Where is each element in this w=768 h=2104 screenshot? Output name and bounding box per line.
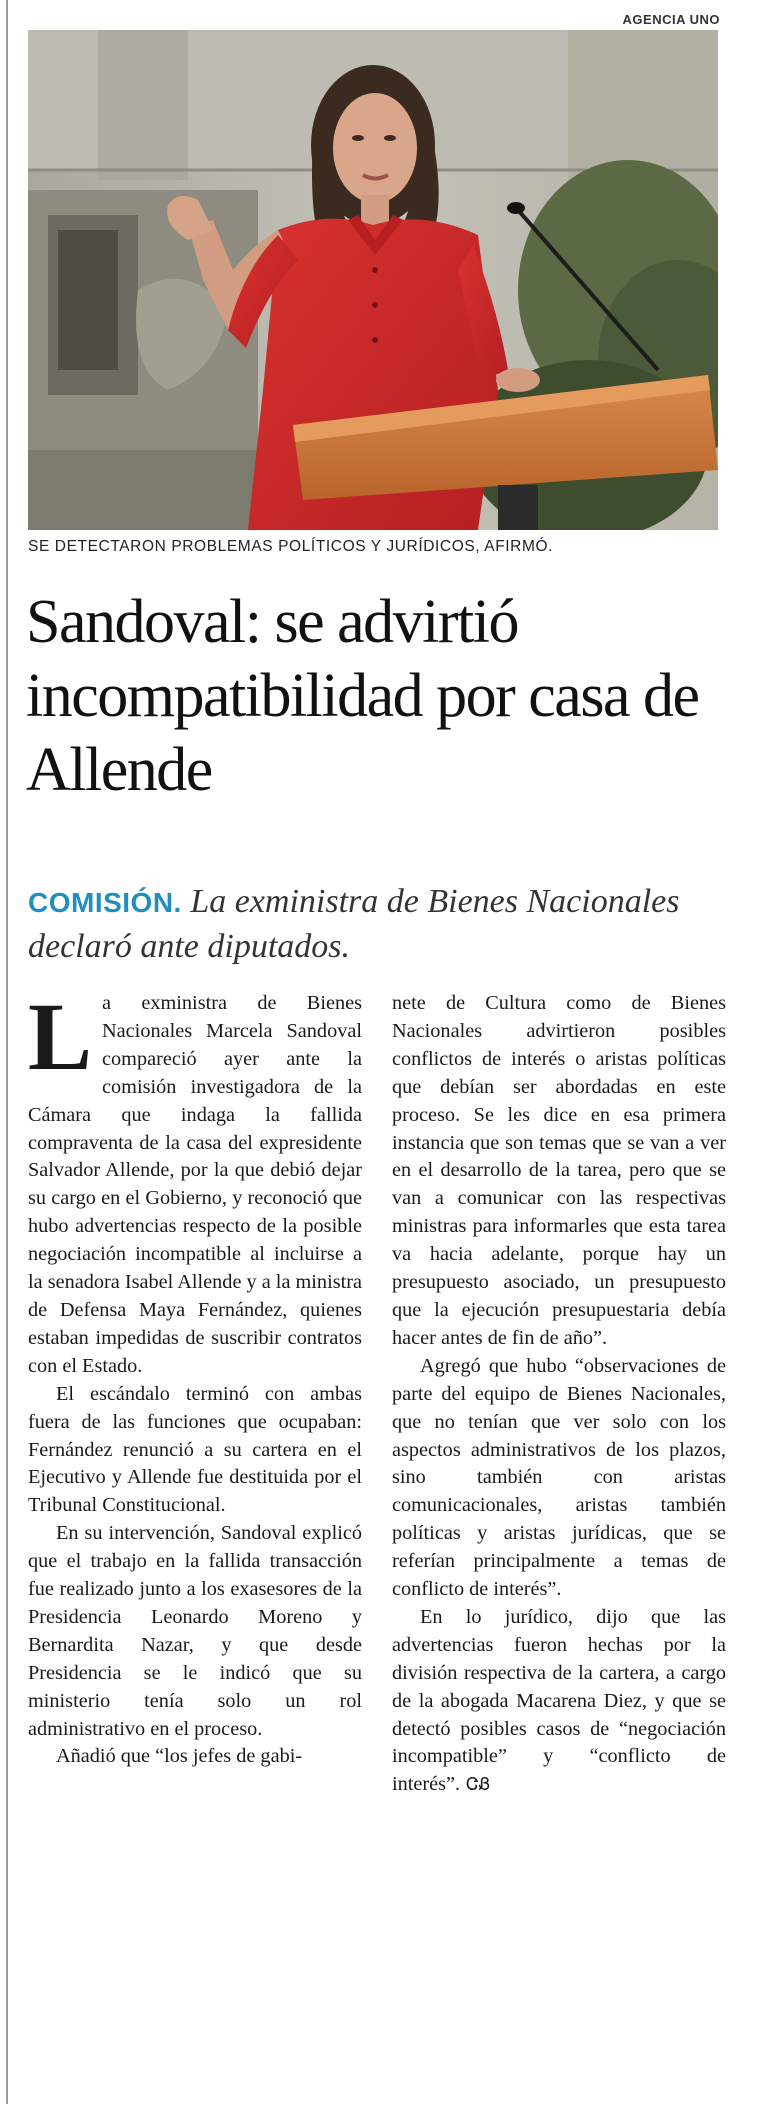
woman-at-podium-illustration: [28, 30, 718, 530]
deck-text: La exministra de Bienes Nacionales declaró ante diputados.: [28, 883, 680, 965]
page-border: [6, 0, 8, 2104]
photo-credit: AGENCIA UNO: [622, 12, 720, 27]
photo-caption: SE DETECTARON PROBLEMAS POLÍTICOS Y JURÍDICOS, AFIRMÓ.: [28, 538, 554, 555]
paragraph: En su intervención, Sandoval explicó que el trabajo en la fallida transacción fue realizado junto a los exasesores de la Presidencia Leonardo Moreno y Bernardita Nazar, y que desde Presidencia se le indicó que su ministerio tenía solo un rol administrativo en el proceso.: [28, 1522, 362, 1740]
paragraph: nete de Cultura como de Bienes Nacionales advirtieron posibles conflictos de interés o aristas políticas que debían ser abordadas en este proceso. Se les dice en esa primera instancia que son temas que se van a ver en el desarrollo de la tarea, pero que se van a comunicar con las respectivas ministras para informarles que esta tarea va hacia adelante, porque hay un presupuesto asociado, un presupuesto que la ejecución presupuestaria debía hacer antes de fin de año”.: [392, 992, 726, 1349]
deck: [28, 880, 738, 969]
column-right: [392, 990, 726, 2080]
article-body: [28, 983, 726, 2080]
drop-cap: L: [28, 983, 93, 1090]
paragraph: Agregó que hubo “observaciones de parte del equipo de Bienes Nacionales, que no tenían que ver solo con los aspectos administrativos de los plazos, sino también con aristas comunicacionales, aristas también políticas y aristas jurídicas, que se referían principalmente a temas de conflicto de interés”.: [392, 1354, 726, 1601]
end-of-article-icon: ᏣᏰ: [466, 1774, 491, 1795]
paragraph: [392, 1604, 726, 1799]
column-left: [28, 983, 362, 2080]
deck-kicker: COMISIÓN.: [28, 887, 182, 918]
headline: Sandoval: se advirtió incompatibilidad por casa de Allende: [26, 588, 699, 804]
article-photo: [28, 30, 718, 530]
paragraph: Añadió que “los jefes de gabi-: [56, 1745, 303, 1768]
paragraph-text: a exministra de Bienes Nacionales Marcela Sandoval compareció ayer ante la comisión investigadora de la Cámara que indaga la fallida compraventa de la casa del expresidente Salvador Allende, por la que debió dejar su cargo en el Gobierno, y reconoció que hubo advertencias respecto de la posible negociación incompatible al incluirse a la senadora Isabel Allende y a la ministra de Defensa Maya Fernández, quienes estaban impedidas de suscribir contratos con el Estado.: [28, 992, 362, 1377]
paragraph: El escándalo terminó con ambas fuera de las funciones que ocupaban: Fernández renunció a su cartera en el Ejecutivo y Allende fue destituida por el Tribunal Constitucional.: [28, 1382, 362, 1517]
paragraph-text: En lo jurídico, dijo que las advertencias fueron hechas por la división respectiva de la cartera, a cargo de la abogada Macarena Diez, y que se detectó posibles casos de “negociación incompatible” y “conflicto de interés”.: [392, 1605, 726, 1796]
paragraph: [28, 983, 362, 1381]
